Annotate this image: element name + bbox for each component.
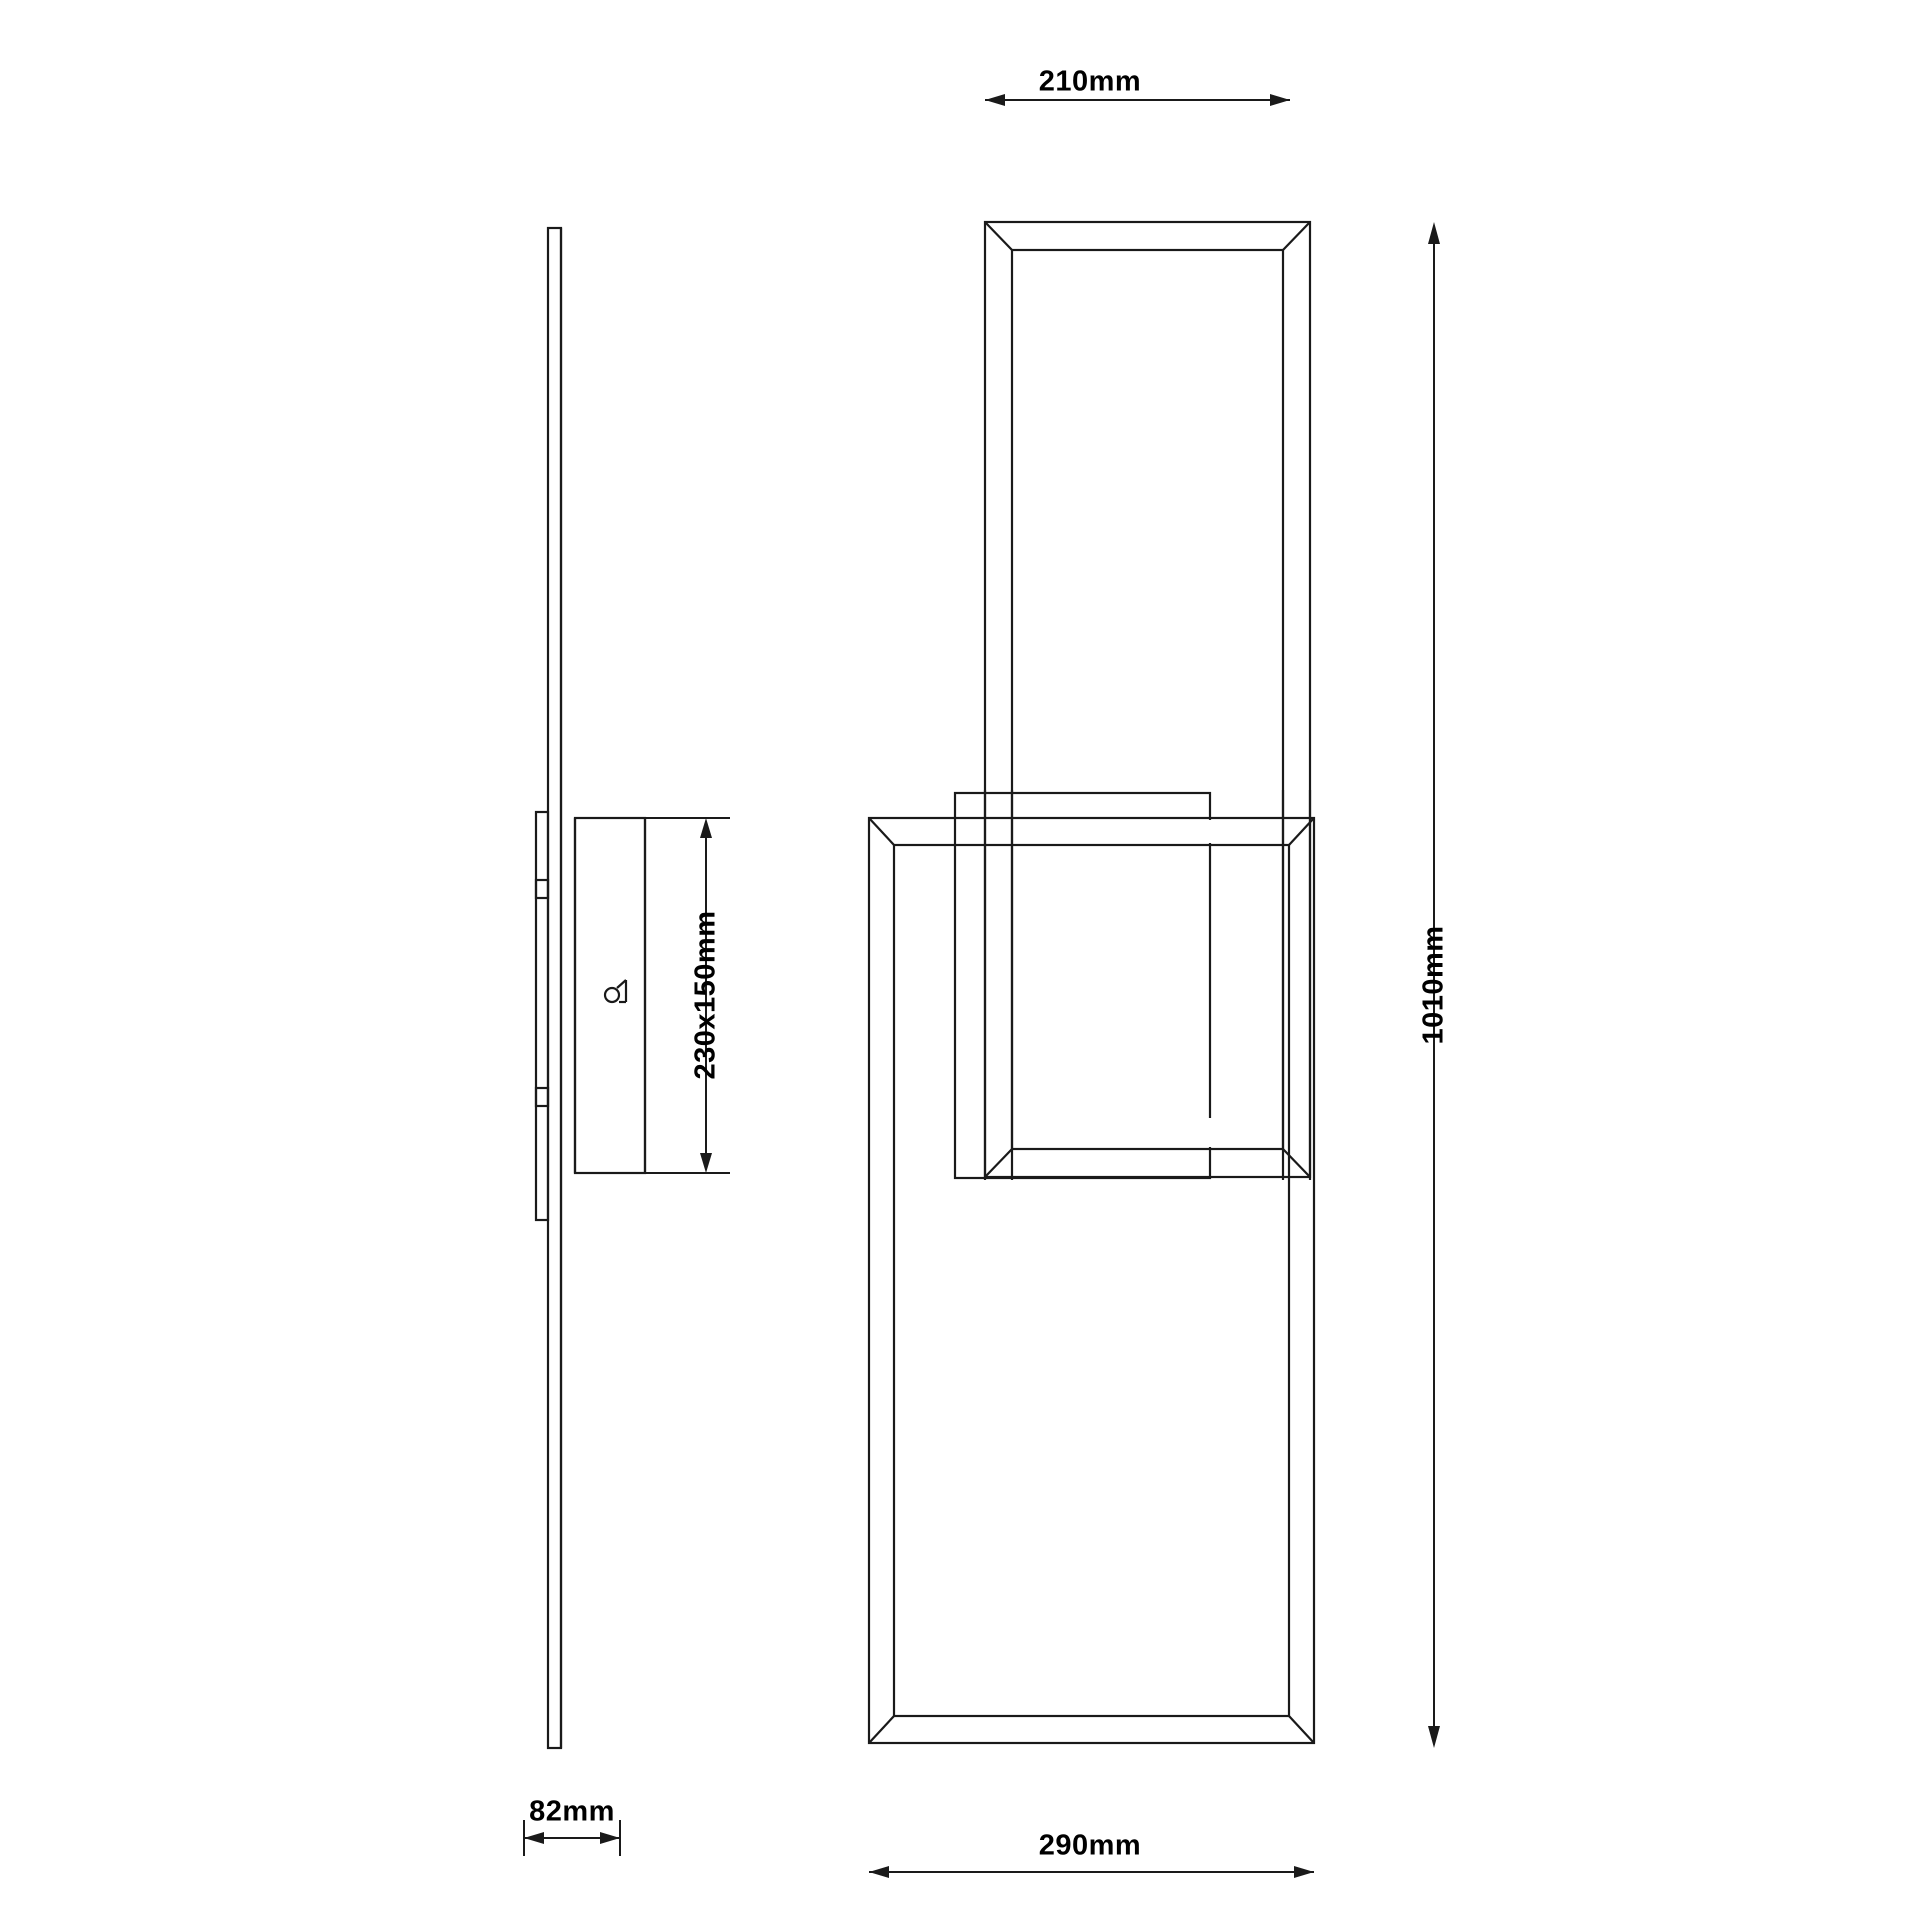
front-view-geometry: [869, 222, 1314, 1743]
dimension-label-overall-height: 1010mm: [1417, 925, 1450, 1045]
side-view-geometry: [536, 228, 645, 1748]
gland-detail: [605, 980, 626, 1002]
dimension-label-backplate: 230x150mm: [689, 910, 722, 1080]
dimension-label-top-width: 210mm: [1038, 65, 1142, 98]
dimension-label-depth: 82mm: [529, 1795, 615, 1828]
dimension-bottom-width: [869, 1866, 1314, 1878]
dimension-label-bottom-width: 290mm: [1038, 1829, 1142, 1862]
